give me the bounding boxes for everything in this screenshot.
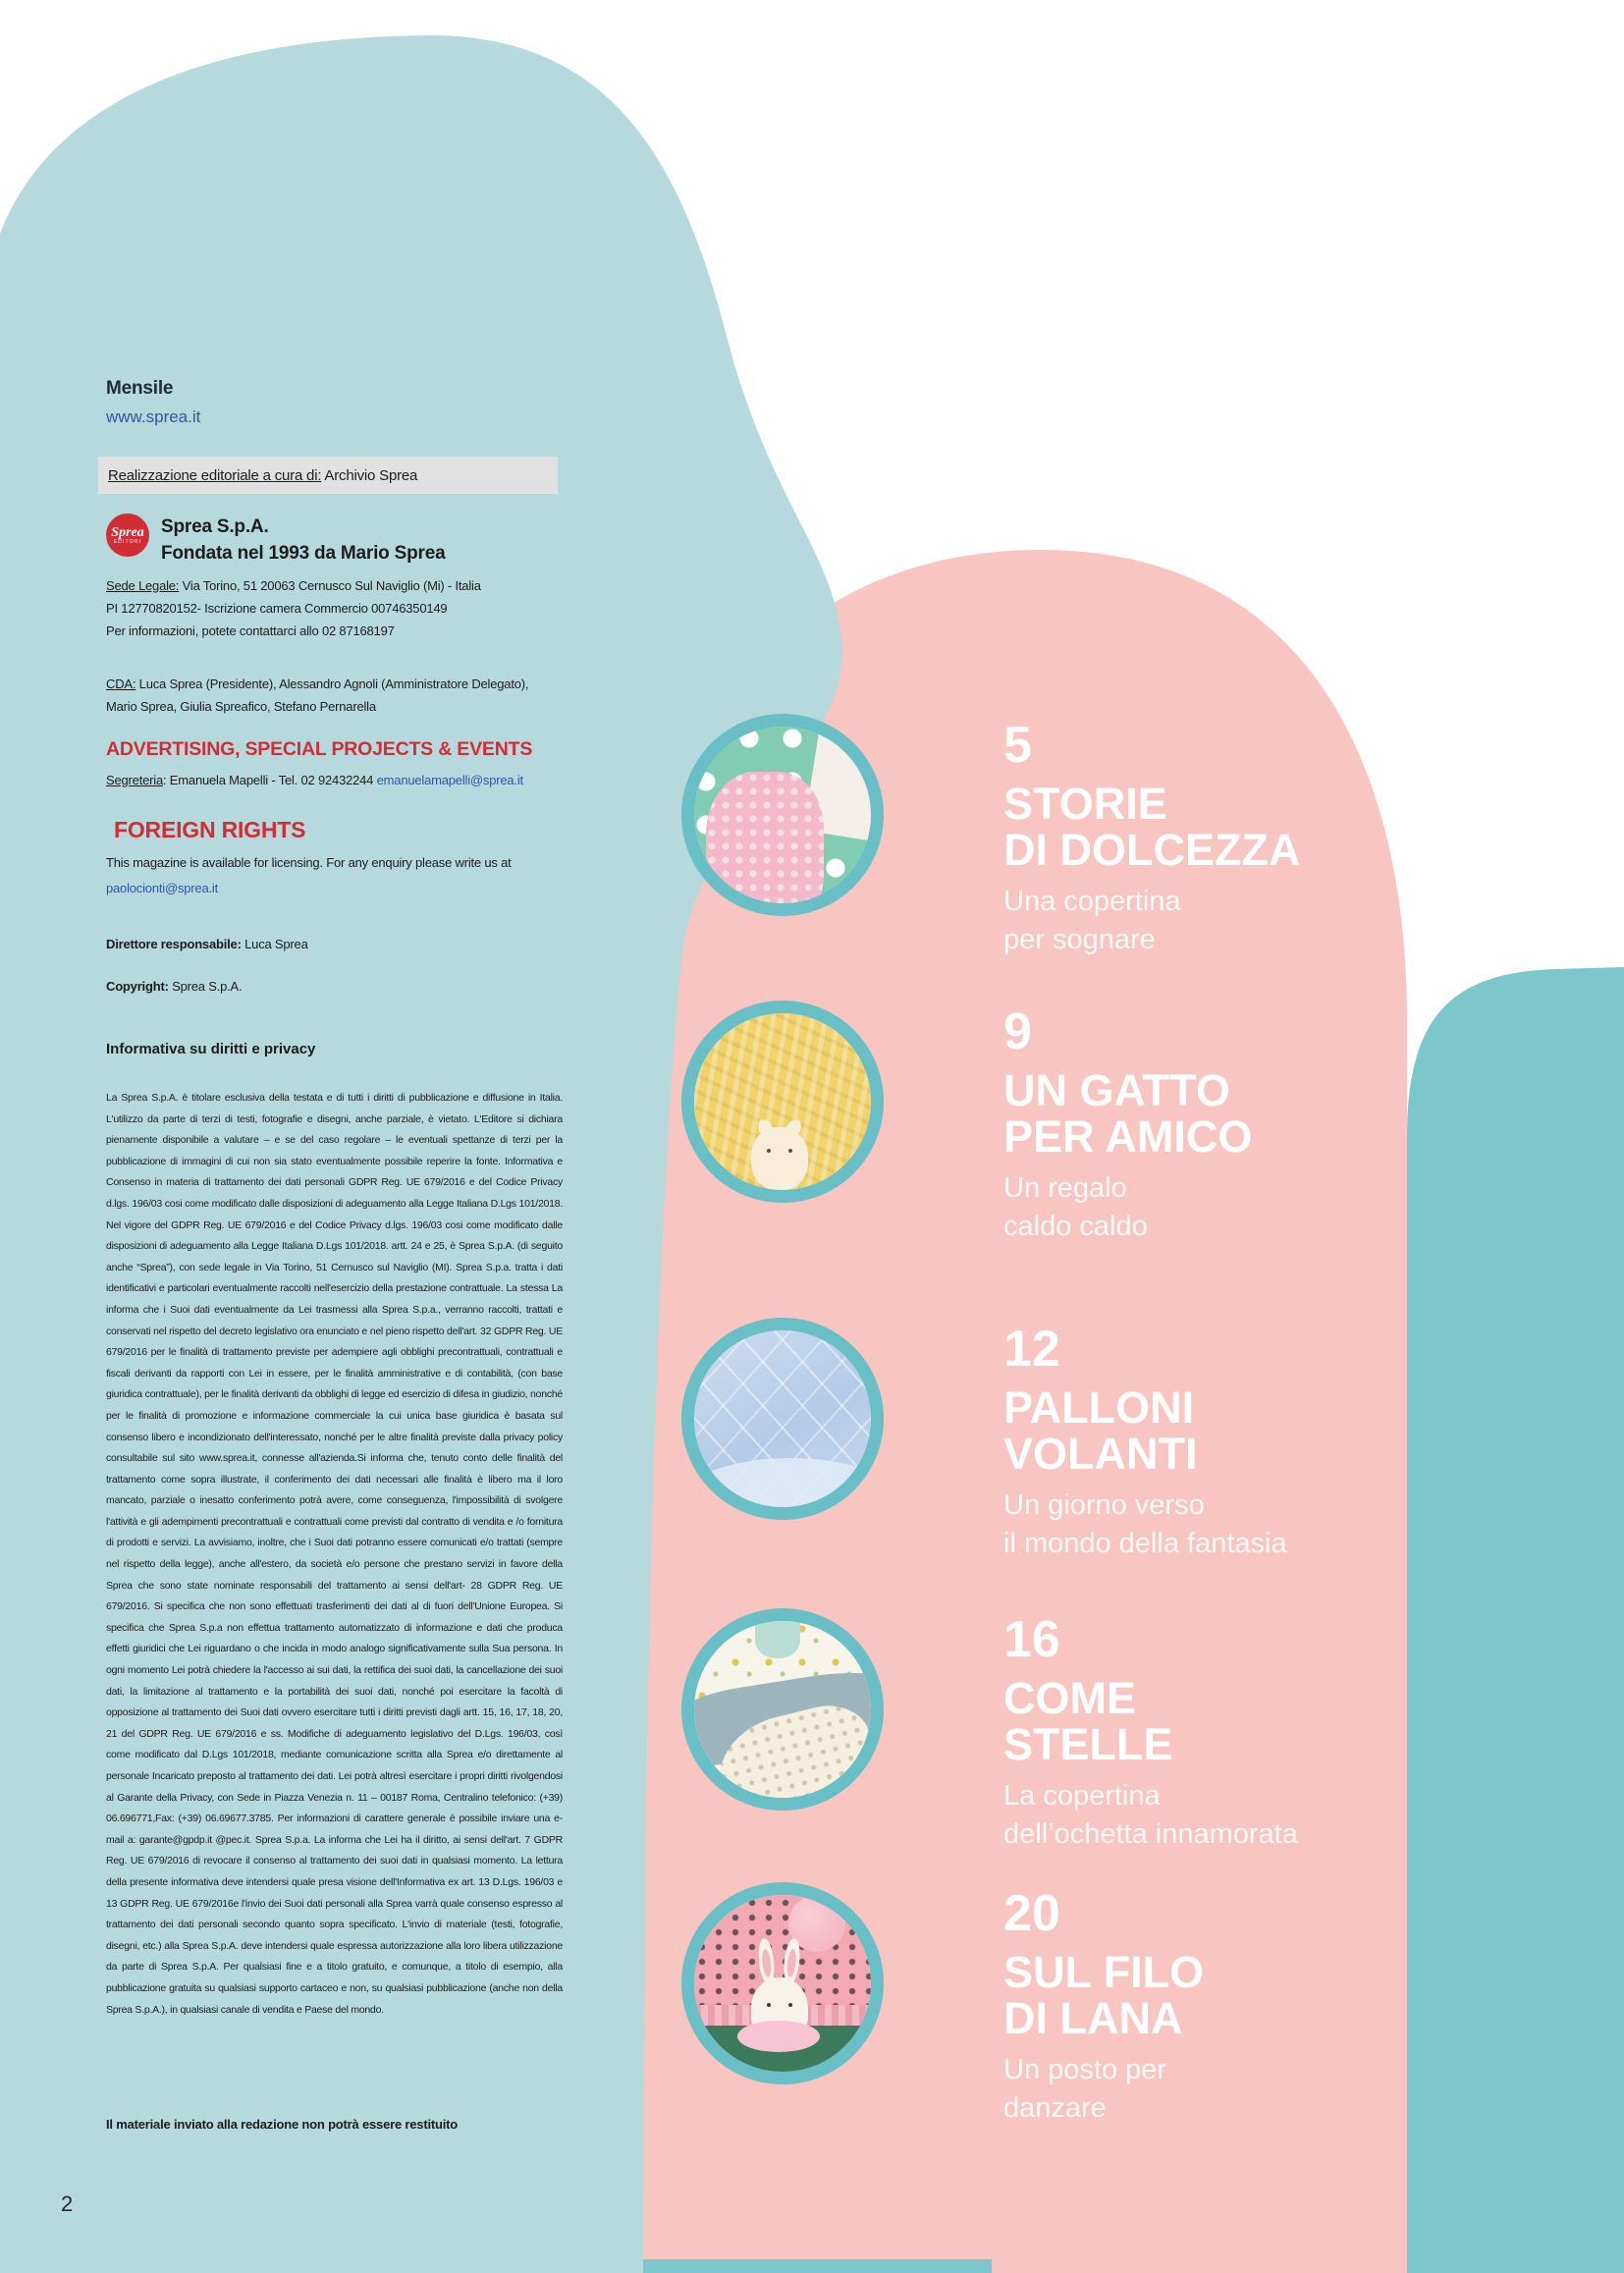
privacy-text: La Sprea S.p.A. è titolare esclusiva della testata e di tutti i diritti di pubblicazione e diffusione in Italia. L'utilizzo da parte di terzi di testi, fotografie e disegni, anche parziale, è vietato. L'Editore si dichiara pienamente disponibile a valutare – e se del caso regolare – le eventuali spettanze di terzi per la pubblicazione di immagini di cui non sia stato eventualmente possibile reperire la fonte. Informativa e Consenso in materia di trattamento dei dati personali GDPR Reg. UE 679/2016 e del Codice Privacy d.lgs. 196/03 cosi come modificato dalle disposizioni di adeguamento alla Legge Italiana D.Lgs 101/2018. Nel vigore del GDPR Reg. UE 679/2016 e del Codice Privacy d.lgs. 196/03 cosi come modificato dalle disposizioni di adeguamento alla Legge Italiana D.Lgs 101/2018. artt. 24 e 25, è Sprea S.p.A. (di seguito anche “Sprea”), con sede legale in Via Torino, 51 Cernusco sul Naviglio (MI). Sprea S.p.a. tratta i dati identificativi e particolari eventualmente raccolti nell'esercizio della prestazione contrattuale. La stessa La informa che i Suoi dati eventualmente da Lei trasmessi alla Sprea S.p.a., verranno raccolti, trattati e conservati nel rispetto del decreto legislativo ora enunciato e nel pieno rispetto dell'art. 32 GDPR Reg. UE 679/2016 per le finalità di trattamento previste per adempiere agli obblighi precontrattuali, contrattuali e fiscali derivanti da rapporti con Lei in essere, per le finalità amministrative e di contabilità, (con base giuridica contrattuale), per le finalità derivanti da obblighi di legge ed esercizio di difesa in giudizio, nonché per le finalità di promozione e informazione commerciale la cui unica base giuridica è basata sul consenso libero e incondizionato dell'interessato, nonché per le altre finalità previste dalla privacy policy consultabile sul sito www.sprea.it, connesse all'azienda.Si informa che, tenuto conto delle finalità del trattamento come sopra illustrate, il conferimento dei dati necessari alle finalità è libero ma il loro mancato, parziale o inesatto conferimento potrà avere, come conseguenza, l'impossibilità di svolgere l'attività e gli adempimenti precontrattuali e contrattuali come previsti dal contratto di vendita e /o fornitura di prodotti e servizi. La avvisiamo, inoltre, che i Suoi dati potranno essere comunicati e/o trattati (sempre nel rispetto della legge), anche all'estero, da società e/o persone che prestano servizi in favore della Sprea che sono state nominate responsabili del trattamento ai sensi dell'art- 28 GDPR Reg. UE 679/2016. Si specifica che non sono effettuati trasferimenti dei dati al di fuori dell'Unione Europea. Si specifica che Sprea S.p.a non effettua trattamento automatizzato di informazione e dati che produca effetti giuridici che Lei riguardano o che incida in modo analogo significativamente sulla Sua persona. In ogni momento Lei potrà chiedere la l'accesso ai sui dati, la rettifica dei suoi dati, la cancellazione dei suoi dati, la limitazione al trattamento e la portabilità dei suoi dati, nonché poi esercitare la facoltà di opposizione al trattamento dei Suoi dati ovvero esercitare tutti i diritti previsti dagli artt. 15, 16, 17, 18, 20, 21 del GDPR Reg. UE 679/2016 e ss. Modifiche di adeguamento legislativo del D.Lgs. 196/03, così come modificato dal D.Lgs 101/2018, mediante comunicazione scritta alla Sprea e/o direttamente al personale Incaricato preposto al trattamento dei dati. Lei potrà altresì esercitare i propri diritti rivolgendosi al Garante della Privacy, con Sede in Piazza Venezia n. 11 – 00187 Roma, Centralino telefonico: (+39) 06.696771,Fax: (+39) 06.69677.3785. Per informazioni di carattere generale è possibile inviare una e-mail a: garante@gpdp.it @pec.it. Sprea S.p.a. La informa che Lei ha il diritto, ai sensi dell'art. 7 GDPR Reg. UE 679/2016 di revocare il consenso al trattamento dei suoi dati in qualsiasi momento. La lettura della presente informativa deve intendersi quale presa visione dell'Informativa ex art. 13 D.Lgs. 196/03 e 13 GDPR Reg. UE 679/2016e l'invio dei Suoi dati personali alla Sprea varrà quale consenso espresso al trattamento dei dati personali secondo quanto sopra specificato. L'invio di materiale (testi, fotografie, disegni, etc.) alla Sprea S.p.A. deve intendersi quale espressa autorizzazione alla loro libera utilizzazione da parte di Sprea S.p.A. Per qualsiasi fine e a titolo gratuito, e comunque, a titolo di esempio, alla pubblicazione gratuita su qualsiasi supporto cartaceo e non, su qualsiasi pubblicazione (anche non della Sprea S.p.A.), in qualsiasi canale di vendita e Paese del mondo.: [106, 1092, 563, 2016]
toc-page-number: 12: [1003, 1321, 1060, 1378]
toc-page-number: 20: [1003, 1885, 1060, 1942]
toc-title-line2: PER AMICO: [1003, 1111, 1253, 1162]
toc-entry-sul-filo-di-lana[interactable]: [681, 1882, 1428, 2128]
copyright-label: Copyright:: [106, 979, 169, 994]
info-phone-line: Per informazioni, potete contattarci allo 02 87168197: [106, 623, 395, 638]
toc-title-line1: SUL FILO: [1003, 1947, 1205, 1997]
toc-title-line2: STELLE: [1003, 1719, 1173, 1769]
bunny-tutu-art: [737, 2021, 820, 2052]
frequency-label: Mensile: [106, 378, 174, 399]
address-line: [106, 574, 656, 597]
toc-title-line1: COME: [1003, 1673, 1136, 1723]
segreteria-text: : Emanuela Mapelli - Tel. 02 92432244: [162, 773, 377, 787]
toc-subtitle-line2: per sognare: [1003, 924, 1156, 955]
vat-line: PI 12770820152- Iscrizione camera Commercio 00746350149: [106, 601, 448, 616]
segreteria-label: Segreteria: [106, 773, 163, 787]
foreign-rights-text: This magazine is available for licensing. For any enquiry please write us at: [106, 855, 512, 870]
toc-entry-text: [1003, 1003, 1253, 1246]
toc-subtitle-line1: Un giorno verso: [1003, 1489, 1205, 1521]
sprea-logo-subtext: EDITORI: [113, 538, 142, 545]
right-teal-panel: [1407, 967, 1624, 2273]
toc-subtitle-line2: dell’ochetta innamorata: [1003, 1818, 1298, 1850]
bottom-teal-bar: [637, 2259, 992, 2273]
bunny-eye-right: [788, 2003, 792, 2007]
editorial-note-label: Realizzazione editoriale a cura di:: [108, 466, 322, 484]
direttore-line: [106, 933, 656, 955]
toc-subtitle-line2: danzare: [1003, 2092, 1107, 2124]
materiale-note: Il materiale inviato alla redazione non potrà essere restituito: [106, 2117, 459, 2132]
cat-figurine-art: [751, 1127, 808, 1190]
foreign-rights-heading: FOREIGN RIGHTS: [114, 817, 306, 842]
privacy-heading: Informativa su diritti e privacy: [106, 1041, 316, 1057]
toc-entry-un-gatto-per-amico[interactable]: [681, 1001, 1428, 1246]
advertising-heading: ADVERTISING, SPECIAL PROJECTS & EVENTS: [106, 738, 533, 760]
cda-label: CDA:: [106, 676, 136, 691]
toc-page-number: 9: [1003, 1003, 1032, 1060]
toc-subtitle-line1: Una copertina: [1003, 886, 1181, 917]
company-founded: Fondata nel 1993 da Mario Sprea: [161, 543, 446, 564]
toc-subtitle-line1: Un regalo: [1003, 1172, 1127, 1204]
cda-line2: Mario Sprea, Giulia Spreafico, Stefano Pernarella: [106, 699, 376, 714]
segreteria-email-link[interactable]: emanuelamapelli@sprea.it: [376, 773, 523, 787]
toc-entry-come-stelle[interactable]: [681, 1608, 1428, 1854]
toc-page-number: 5: [1003, 717, 1032, 774]
toc-subtitle-line2: caldo caldo: [1003, 1211, 1148, 1242]
toc-photo-crochet-bunny-icon: [681, 1882, 884, 2084]
cda-block: [106, 673, 656, 718]
company-name: Sprea S.p.A.: [161, 516, 269, 537]
editorial-note: [98, 467, 417, 484]
toc-photo-lace-blanket-icon: [681, 1608, 884, 1811]
cat-eye-left: [767, 1149, 771, 1153]
segreteria-line: [106, 769, 656, 791]
foreign-rights-block: [106, 850, 656, 901]
toc-title-line1: PALLONI: [1003, 1382, 1195, 1433]
website-link[interactable]: www.sprea.it: [106, 407, 201, 426]
toc-title-line2: DI DOLCEZZA: [1003, 825, 1301, 875]
cat-eye-right: [788, 1149, 792, 1153]
sprea-logo-text: Sprea: [111, 524, 144, 540]
bunny-eye-left: [767, 2003, 771, 2007]
website-line: [106, 407, 656, 427]
foreign-rights-email-link[interactable]: paolocionti@sprea.it: [106, 881, 218, 895]
direttore-label: Direttore responsabile:: [106, 937, 242, 951]
toc-title-line1: STORIE: [1003, 779, 1167, 829]
mint-vase-art: [755, 1617, 800, 1658]
publisher-names: [161, 514, 445, 567]
copyright-line: [106, 975, 656, 998]
sprea-logo-icon: [106, 514, 149, 557]
toc-entry-text: [1003, 1321, 1287, 1563]
toc-subtitle: [1003, 1169, 1252, 1246]
editorial-note-value: Archivio Sprea: [321, 466, 418, 484]
toc-page-number: 16: [1003, 1611, 1060, 1668]
toc-title-line2: DI LANA: [1003, 1993, 1183, 2043]
publisher-block: [106, 514, 656, 567]
pink-blanket-art: [706, 772, 824, 916]
toc-entry-palloni-volanti[interactable]: [681, 1318, 1428, 1563]
toc-subtitle: [1003, 883, 1300, 959]
toc-subtitle: [1003, 1487, 1287, 1563]
address-block: [106, 574, 656, 642]
toc-title-line2: VOLANTI: [1003, 1429, 1198, 1479]
cda-line1: [106, 673, 656, 695]
direttore-value: Luca Sprea: [241, 937, 308, 951]
toc-entry-storie-di-dolcezza[interactable]: [681, 714, 1428, 959]
toc-photo-pink-blanket-icon: [681, 714, 884, 916]
toc-photo-yellow-knit-cat-icon: [681, 1001, 884, 1203]
copyright-value: Sprea S.p.A.: [168, 979, 243, 994]
toc-subtitle-line2: il mondo della fantasia: [1003, 1528, 1287, 1559]
cda-value: Luca Sprea (Presidente), Alessandro Agnoli (Amministratore Delegato),: [135, 676, 529, 691]
toc-entry-text: [1003, 1611, 1298, 1854]
address-value: Via Torino, 51 20063 Cernusco Sul Naviglio (Mi) - Italia: [179, 578, 481, 593]
toc-title-line1: UN GATTO: [1003, 1065, 1230, 1115]
toc-subtitle: [1003, 2051, 1204, 2128]
toc-photo-blue-quilt-icon: [681, 1318, 884, 1520]
toc-entry-text: [1003, 717, 1301, 959]
editorial-note-band: [98, 457, 558, 494]
page-number: 2: [61, 2192, 74, 2216]
address-label: Sede Legale:: [106, 578, 180, 593]
toc-entry-text: [1003, 1885, 1205, 2128]
toc-subtitle: [1003, 1777, 1298, 1854]
toc-subtitle-line1: Un posto per: [1003, 2054, 1167, 2085]
toc-subtitle-line1: La copertina: [1003, 1780, 1161, 1812]
